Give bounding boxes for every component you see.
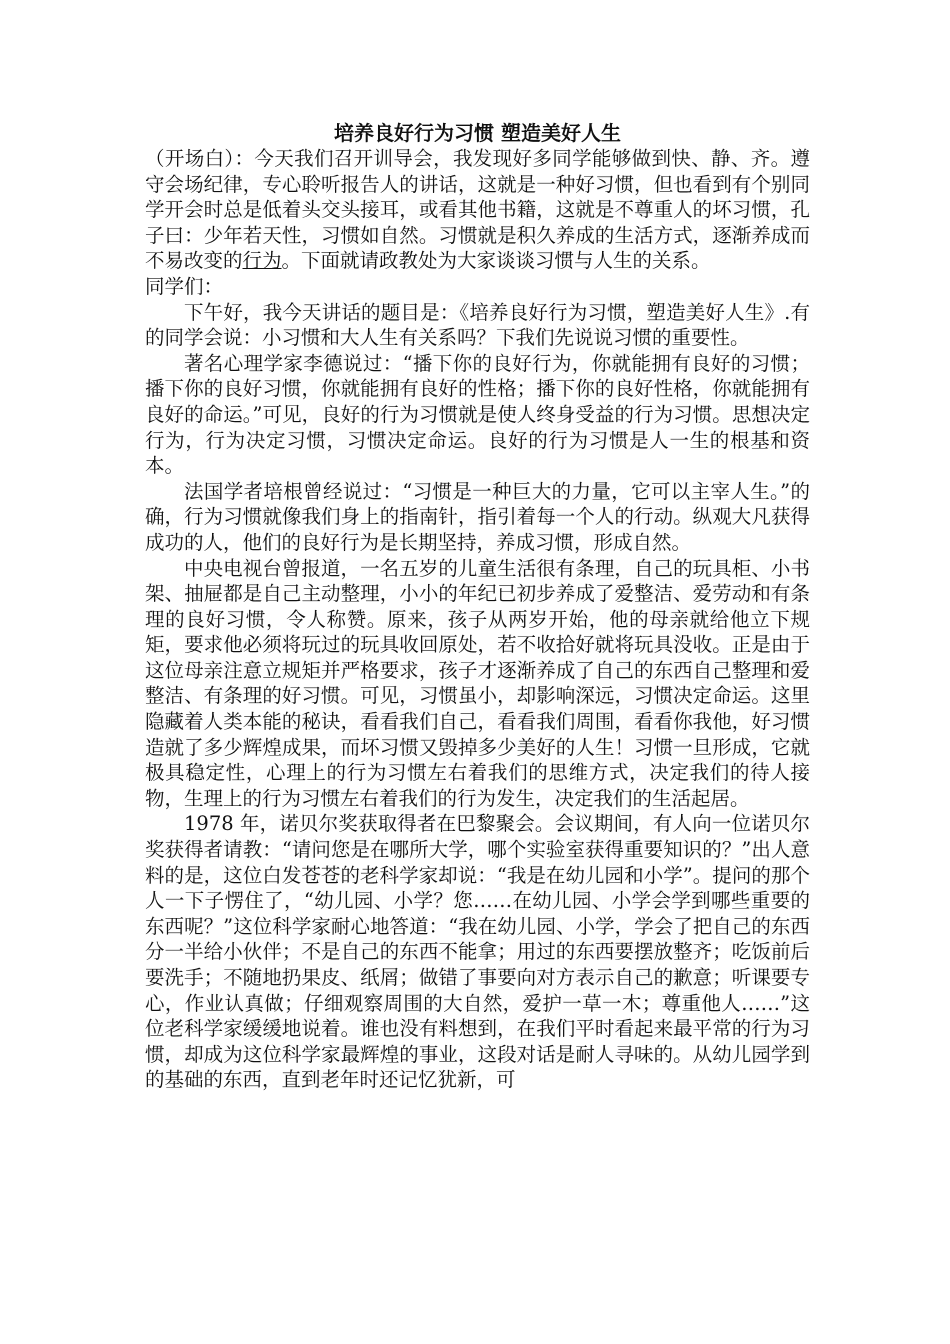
document-page <box>145 120 810 1093</box>
body-paragraph: 中央电视台曾报道，一名五岁的儿童生活很有条理，自己的玩具柜、小书架、抽屉都是自己主动整理，小小的年纪已初步养成了爱整洁、爱劳动和有条理的良好习惯，令人称赞。原来，孩子从两岁开始，他的母亲就给他立下规矩，要求他必须将玩过的玩具收回原处，若不收拾好就将玩具没收。正是由于这位母亲注意立规矩并严格要求，孩子才逐渐养成了自己的东西自己整理和爱整洁、有条理的好习惯。可见，习惯虽小，却影响深远，习惯决定命运。这里隐藏着人类本能的秘诀，看看我们自己，看看我们周围，看看你我他，好习惯造就了多少辉煌成果，而坏习惯又毁掉多少美好的人生！习惯一旦形成，它就极具稳定性，心理上的行为习惯左右着我们的思维方式，决定我们的待人接物，生理上的行为习惯左右着我们的行为发生，决定我们的生活起居。 <box>145 556 810 810</box>
behavior-link[interactable]: 行为 <box>242 249 282 273</box>
body-paragraph: 著名心理学家李德说过：“播下你的良好行为，你就能拥有良好的习惯；播下你的良好习惯，你就能拥有良好的性格；播下你的良好性格，你就能拥有良好的命运。”可见，良好的行为习惯就是使人终身受益的行为习惯。思想决定行为，行为决定习惯，习惯决定命运。良好的行为习惯是人一生的根基和资本。 <box>145 351 810 478</box>
body-paragraph: 下午好，我今天讲话的题目是：《培养良好行为习惯，塑造美好人生》.有的同学会说：小习惯和大人生有关系吗？下我们先说说习惯的重要性。 <box>145 300 810 350</box>
opening-text: （开场白）：今天我们召开训导会，我发现好多同学能够做到快、静、齐。遵守会场纪律，专心聆听报告人的讲话，这就是一种好习惯，但也看到有个别同学开会时总是低着头交头接耳，或看其他书籍，这就是不尊重人的坏习惯，孔子曰：少年若天性，习惯如自然。习惯就是积久养成的生活方式，逐渐养成而不易改变的 <box>145 147 810 273</box>
document-title: 培养良好行为习惯 塑造美好人生 <box>334 121 621 145</box>
greeting: 同学们： <box>145 274 224 298</box>
body-paragraph: 法国学者培根曾经说过：“习惯是一种巨大的力量，它可以主宰人生。”的确，行为习惯就像我们身上的指南针，指引着每一个人的行动。纵观大凡获得成功的人，他们的良好行为是长期坚持，养成习惯，形成自然。 <box>145 479 810 554</box>
opening-text-end: 。下面就请政教处为大家谈谈习惯与人生的关系。 <box>281 249 711 273</box>
body-paragraph: 1978 年，诺贝尔奖获取得者在巴黎聚会。会议期间，有人向一位诺贝尔奖获得者请教：“请问您是在哪所大学，哪个实验室获得重要知识的？”出人意料的是，这位白发苍苍的老科学家却说：“我是在幼儿园和小学”。提问的那个人一下子愣住了，“幼儿园、小学？您……在幼儿园、小学会学到哪些重要的东西呢？”这位科学家耐心地答道：“我在幼儿园、小学，学会了把自己的东西分一半给小伙伴；不是自己的东西不能拿；用过的东西要摆放整齐；吃饭前后要洗手；不随地扔果皮、纸屑；做错了事要向对方表示自己的歉意；听课要专心，作业认真做；仔细观察周围的大自然，爱护一草一木；尊重他人……”这位老科学家缓缓地说着。谁也没有料想到，在我们平时看起来最平常的行为习惯，却成为这位科学家最辉煌的事业，这段对话是耐人寻味的。从幼儿园学到的基础的东西，直到老年时还记忆犹新，可 <box>145 812 810 1092</box>
opening-paragraph <box>145 146 810 274</box>
